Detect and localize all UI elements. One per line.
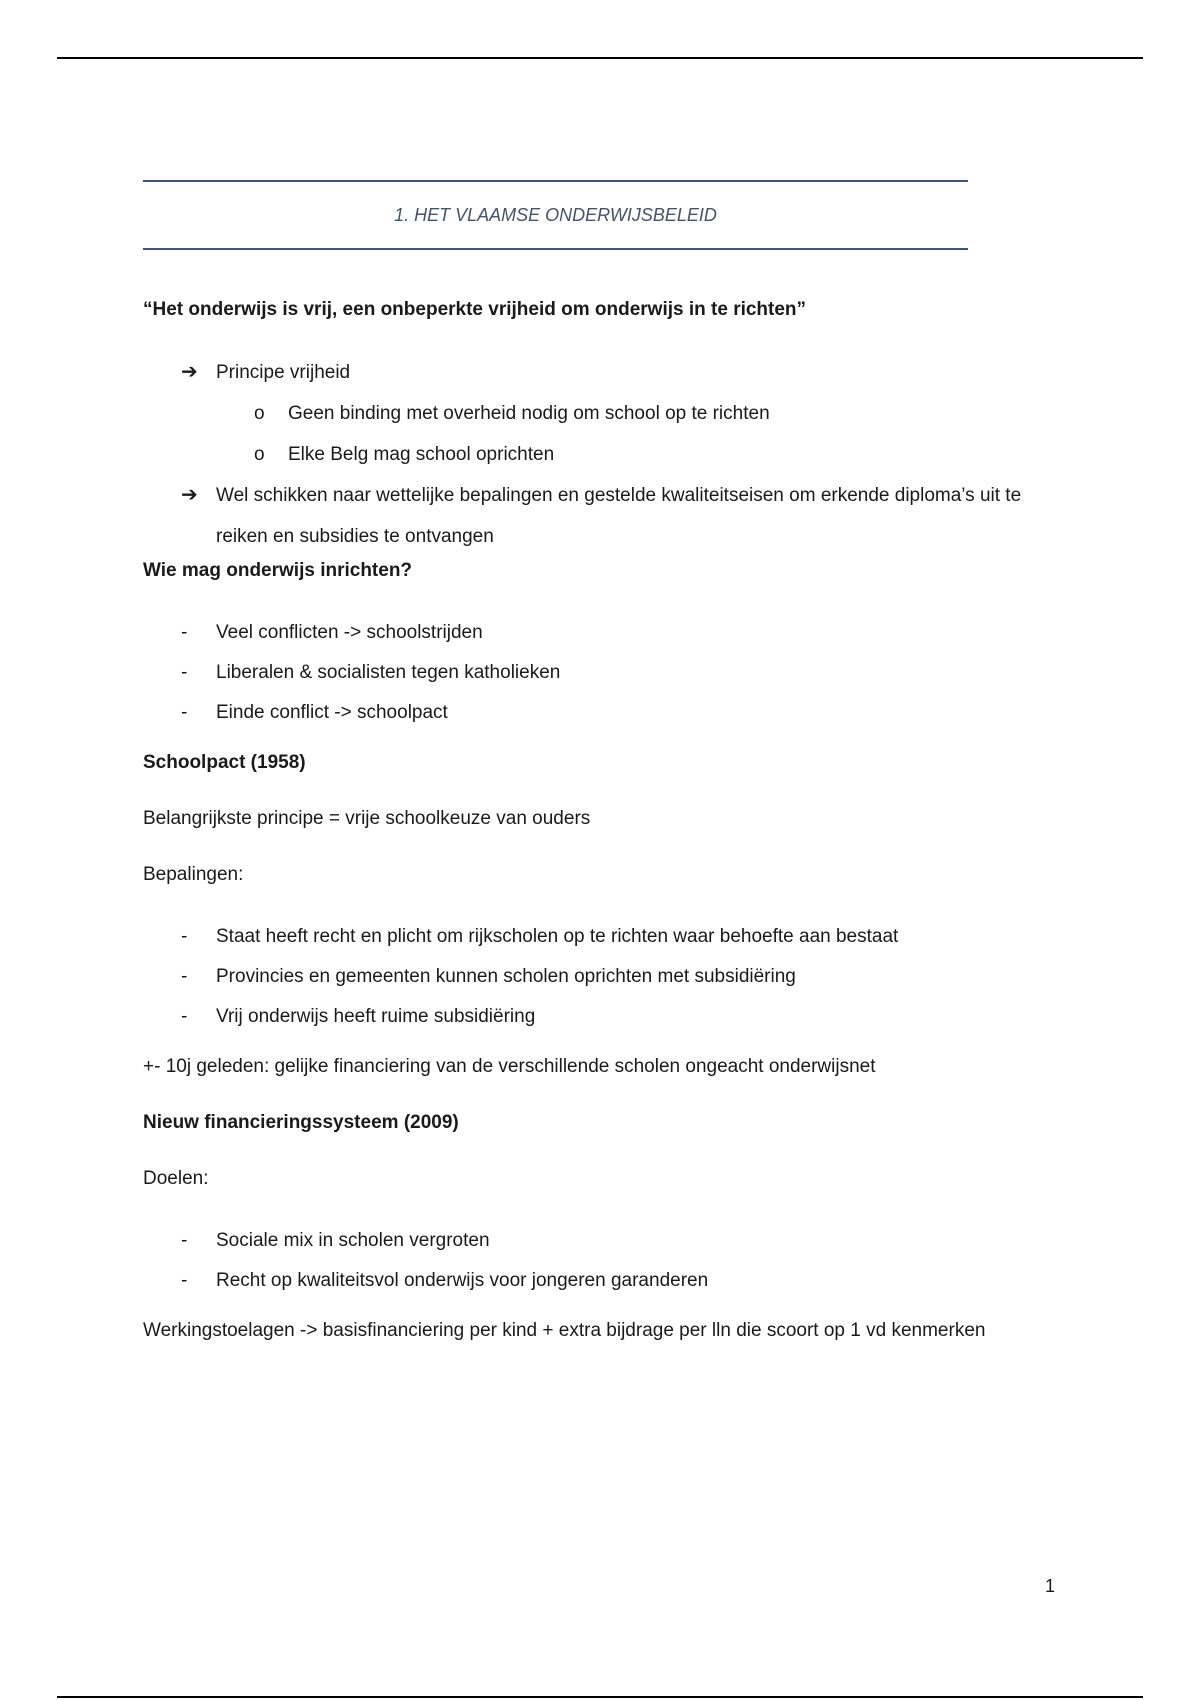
item-text: Provincies en gemeenten kunnen scholen oprichten met subsidiëring xyxy=(216,966,796,987)
section2-list xyxy=(143,917,1063,1037)
paragraph: +- 10j geleden: gelijke financiering van de verschillende scholen ongeacht onderwijsnet xyxy=(143,1056,876,1077)
item-text: Vrij onderwijs heeft ruime subsidiëring xyxy=(216,1006,536,1027)
dash-bullet-icon: - xyxy=(181,966,188,987)
arrow-right-icon: ➔ xyxy=(181,361,198,383)
section-heading: Wie mag onderwijs inrichten? xyxy=(143,560,413,581)
page-bottom-rule xyxy=(57,1696,1143,1698)
quote-heading: “Het onderwijs is vrij, een onbeperkte vrijheid om onderwijs in te richten” xyxy=(143,299,807,320)
list-item xyxy=(143,653,1063,693)
paragraph: Bepalingen: xyxy=(143,864,244,885)
dash-bullet-icon: - xyxy=(181,1270,188,1291)
paragraph: Doelen: xyxy=(143,1168,209,1189)
dash-bullet-icon: - xyxy=(181,622,188,643)
list-item xyxy=(143,1261,1063,1301)
list-item xyxy=(143,1221,1063,1261)
item-text: Veel conflicten -> schoolstrijden xyxy=(216,622,483,643)
item-text: Liberalen & socialisten tegen katholieken xyxy=(216,662,561,683)
paragraph: Belangrijkste principe = vrije schoolkeuze van ouders xyxy=(143,808,591,829)
page-top-rule xyxy=(57,57,1143,59)
title-bottom-line xyxy=(143,248,968,250)
principle-text: Wel schikken naar wettelijke bepalingen en gestelde kwaliteitseisen om erkende diploma’s uit te reiken en subsidies te ontvangen xyxy=(216,485,1022,547)
section-heading: Schoolpact (1958) xyxy=(143,752,306,773)
principles-list xyxy=(143,352,1063,393)
section-heading: Nieuw financieringssysteem (2009) xyxy=(143,1112,459,1133)
sub-item-text: Elke Belg mag school oprichten xyxy=(288,444,555,465)
circle-bullet-icon: o xyxy=(254,403,265,424)
principle-text: Principe vrijheid xyxy=(216,362,351,383)
dash-bullet-icon: - xyxy=(181,662,188,683)
title-block xyxy=(143,180,968,250)
dash-bullet-icon: - xyxy=(181,702,188,723)
page-number: 1 xyxy=(1045,1576,1056,1596)
item-text: Einde conflict -> schoolpact xyxy=(216,702,448,723)
item-text: Staat heeft recht en plicht om rijkscholen op te richten waar behoefte aan bestaat xyxy=(216,926,899,947)
dash-bullet-icon: - xyxy=(181,1230,188,1251)
list-item xyxy=(143,997,1063,1037)
list-item xyxy=(216,434,1063,475)
principle-sublist xyxy=(143,393,1063,475)
sub-item-text: Geen binding met overheid nodig om school op te richten xyxy=(288,403,770,424)
paragraph: Werkingstoelagen -> basisfinanciering per kind + extra bijdrage per lln die scoort op 1 vd kenmerken xyxy=(143,1320,986,1341)
item-text: Recht op kwaliteitsvol onderwijs voor jongeren garanderen xyxy=(216,1270,709,1291)
list-item xyxy=(143,475,1063,557)
item-text: Sociale mix in scholen vergroten xyxy=(216,1230,490,1251)
circle-bullet-icon: o xyxy=(254,444,265,465)
list-item xyxy=(143,352,1063,393)
document-body xyxy=(143,296,1063,1373)
dash-bullet-icon: - xyxy=(181,926,188,947)
arrow-right-icon: ➔ xyxy=(181,484,198,506)
list-item xyxy=(143,693,1063,733)
list-item xyxy=(143,957,1063,997)
page-title: 1. HET VLAAMSE ONDERWIJSBELEID xyxy=(394,205,717,225)
list-item xyxy=(143,917,1063,957)
dash-bullet-icon: - xyxy=(181,1006,188,1027)
list-item xyxy=(216,393,1063,434)
principles-list-2 xyxy=(143,475,1063,557)
section1-list xyxy=(143,613,1063,733)
section3-list xyxy=(143,1221,1063,1301)
list-item xyxy=(143,613,1063,653)
